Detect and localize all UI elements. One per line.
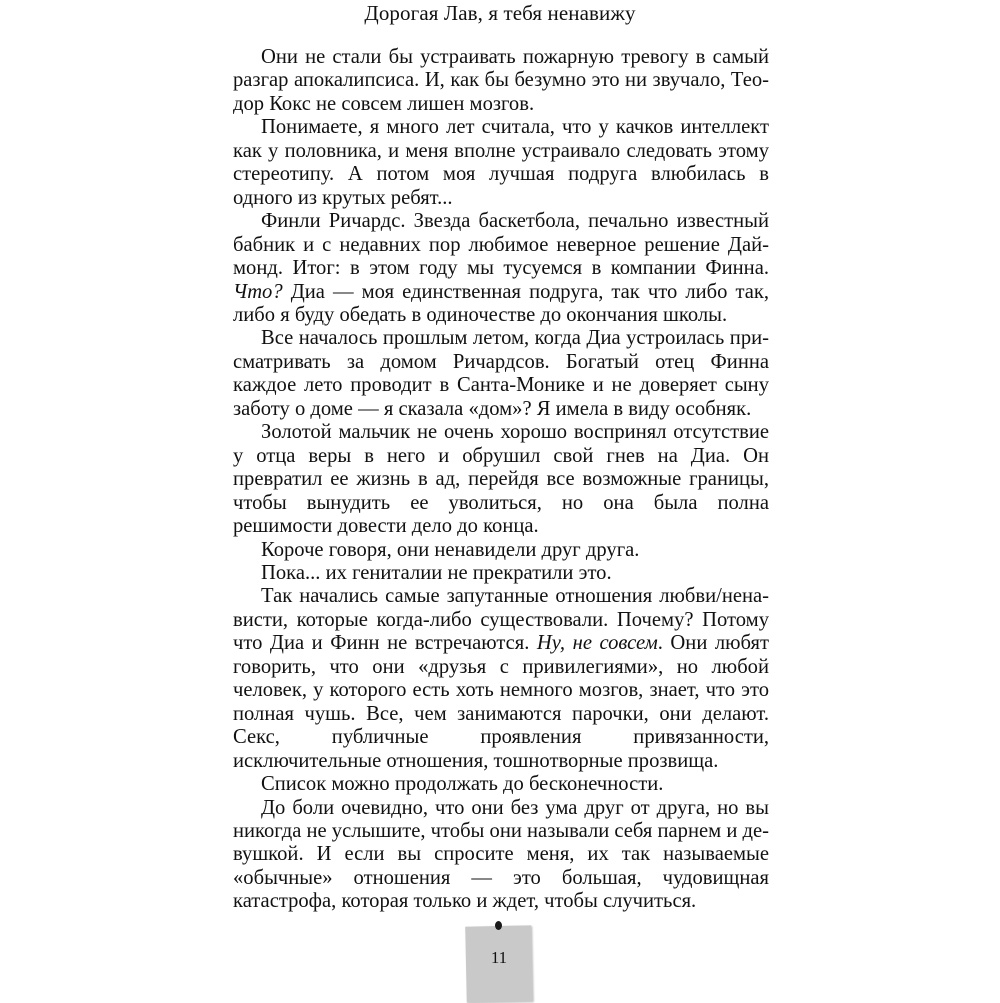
paragraph-10 xyxy=(233,797,769,914)
running-head: Дорогая Лав, я тебя ненавижу xyxy=(364,1,636,25)
text-run: Финли Ричардс. Звезда баскетбола, печально известный бабник и с недавних пор любимое неверное решение Даймонд. Итог: в этом году мы тусуемся в компании Финна. xyxy=(233,210,769,280)
paragraph-2 xyxy=(233,116,769,210)
body-text xyxy=(233,46,769,914)
pin-icon xyxy=(495,921,502,930)
text-run: До боли очевидно, что они без ума друг от друга, но вы никогда не услышите, чтобы они называли себя парнем и девушкой. И если вы спросите меня, их так называемые «обычные» отношения — это большая, чудовищная катастрофа, которая только и ждет, чтобы случиться. xyxy=(233,796,769,913)
text-run: . Они любят говорить, что они «друзья с привилегиями», но любой человек, у которого есть хоть немного мозгов, знает, что это полная чушь. Все, чем занимаются парочки, они делают. Секс, публичные проявления привязанности, исключительные отношения, тошнотворные прозвища. xyxy=(233,632,769,772)
text-run: Все началось прошлым летом, когда Диа устроилась присматривать за домом Ричардсов. Богатый отец Финна каждое лето проводит в Санта-Монике и не доверяет сыну заботу о доме — я сказала «дом»? Я имела в виду особняк. xyxy=(233,327,769,420)
paragraph-5 xyxy=(233,421,769,538)
text-run: Пока... их гениталии не прекратили это. xyxy=(261,561,612,584)
italic-run: Ну, не совсем xyxy=(536,632,658,655)
paragraph-8 xyxy=(233,585,769,773)
page-number: 11 xyxy=(490,948,508,967)
paragraph-9 xyxy=(233,773,769,796)
paragraph-3 xyxy=(233,210,769,327)
text-run: Диа — моя единственная подруга, так что либо так, либо я буду обедать в одиночестве до окончания школы. xyxy=(233,280,769,326)
text-run: Список можно продолжать до бесконечности. xyxy=(261,773,664,796)
text-run: Они не стали бы устраивать пожарную тревогу в самый разгар апокалипсиса. И, как бы безумно это ни звучало, Теодор Кокс не совсем лишен мозгов. xyxy=(233,46,769,115)
paragraph-7 xyxy=(233,562,769,585)
paragraph-1 xyxy=(233,46,769,116)
paragraph-6 xyxy=(233,539,769,562)
text-run: Понимаете, я много лет считала, что у качков интеллект как у половника, и меня вполне устраивало следовать этому стереотипу. А потом моя лучшая подруга влюбилась в одного из крутых ребят... xyxy=(233,116,769,209)
italic-run: Что? xyxy=(233,280,283,303)
text-run: Так начались самые запутанные отношения любви/ненависти, которые когда-либо существовали. Почему? Потому что Диа и Финн не встречаются. xyxy=(233,585,769,655)
text-run: Золотой мальчик не очень хорошо воспринял отсутствие у отца веры в него и обрушил свой гнев на Диа. Он превратил ее жизнь в ад, перейдя все возможные границы, чтобы вынудить ее уволиться, но она была полна решимости довести дело до конца. xyxy=(233,421,769,538)
text-run: Короче говоря, они ненавидели друг друга. xyxy=(261,538,640,561)
paragraph-4 xyxy=(233,327,769,421)
